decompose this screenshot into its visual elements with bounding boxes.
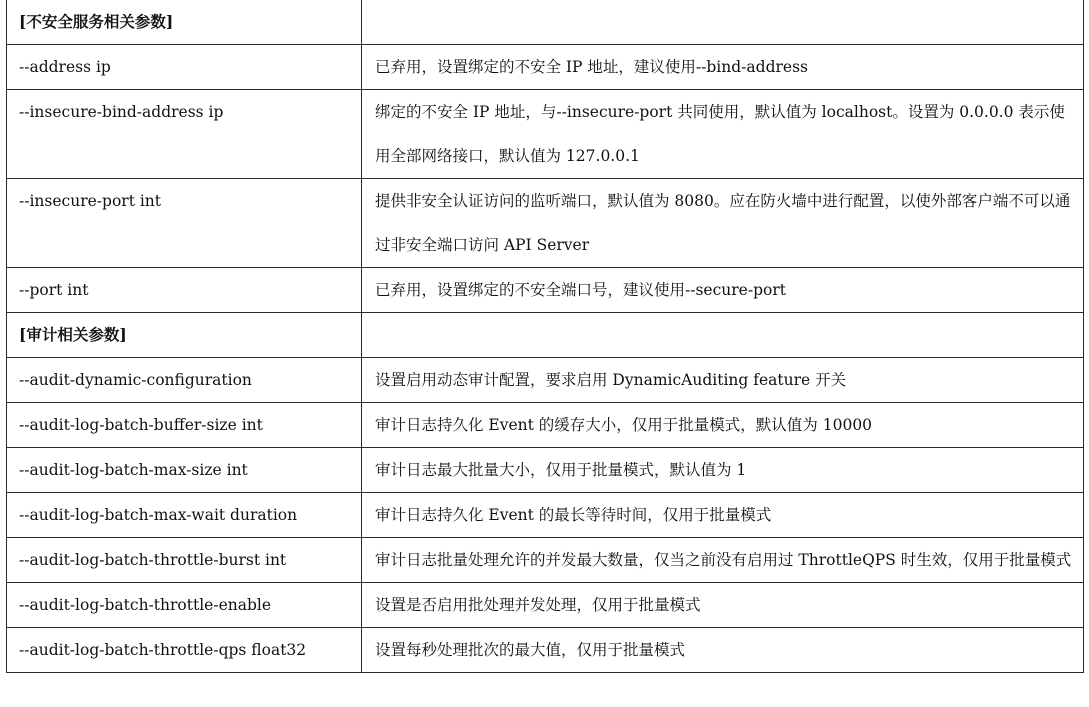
parameter-table <box>6 0 1084 673</box>
param-name: --audit-log-batch-buffer-size int <box>7 403 362 448</box>
param-name: --audit-log-batch-throttle-enable <box>7 583 362 628</box>
table-row <box>7 403 1084 448</box>
param-description: 提供非安全认证访问的监听端口，默认值为 8080。应在防火墙中进行配置，以使外部客户端不可以通过非安全端口访问 API Server <box>362 179 1084 268</box>
param-description: 审计日志批量处理允许的并发最大数量，仅当之前没有启用过 ThrottleQPS 时生效，仅用于批量模式 <box>362 538 1084 583</box>
section-title: [审计相关参数] <box>7 313 362 358</box>
param-description: 审计日志持久化 Event 的最长等待时间，仅用于批量模式 <box>362 493 1084 538</box>
param-description: 已弃用，设置绑定的不安全 IP 地址，建议使用--bind-address <box>362 45 1084 90</box>
section-title: [不安全服务相关参数] <box>7 0 362 45</box>
section-desc-cell <box>362 313 1084 358</box>
param-name: --audit-log-batch-max-size int <box>7 448 362 493</box>
param-name: --insecure-port int <box>7 179 362 268</box>
table-row <box>7 90 1084 179</box>
param-description: 设置是否启用批处理并发处理，仅用于批量模式 <box>362 583 1084 628</box>
table-row <box>7 358 1084 403</box>
table-row <box>7 538 1084 583</box>
table-row <box>7 493 1084 538</box>
param-name: --address ip <box>7 45 362 90</box>
param-name: --insecure-bind-address ip <box>7 90 362 179</box>
param-description: 审计日志持久化 Event 的缓存大小，仅用于批量模式，默认值为 10000 <box>362 403 1084 448</box>
param-name: --audit-log-batch-throttle-burst int <box>7 538 362 583</box>
table-row <box>7 628 1084 673</box>
table-row <box>7 268 1084 313</box>
param-description: 绑定的不安全 IP 地址，与--insecure-port 共同使用，默认值为 localhost。设置为 0.0.0.0 表示使用全部网络接口，默认值为 127.0.0.1 <box>362 90 1084 179</box>
table-section-row <box>7 0 1084 45</box>
param-name: --audit-dynamic-configuration <box>7 358 362 403</box>
section-desc-cell <box>362 0 1084 45</box>
param-description: 设置启用动态审计配置，要求启用 DynamicAuditing feature 开关 <box>362 358 1084 403</box>
param-name: --port int <box>7 268 362 313</box>
param-description: 审计日志最大批量大小，仅用于批量模式，默认值为 1 <box>362 448 1084 493</box>
table-row <box>7 448 1084 493</box>
param-description: 设置每秒处理批次的最大值，仅用于批量模式 <box>362 628 1084 673</box>
table-section-row <box>7 313 1084 358</box>
param-name: --audit-log-batch-max-wait duration <box>7 493 362 538</box>
table-row <box>7 45 1084 90</box>
table-row <box>7 179 1084 268</box>
param-description: 已弃用，设置绑定的不安全端口号，建议使用--secure-port <box>362 268 1084 313</box>
param-name: --audit-log-batch-throttle-qps float32 <box>7 628 362 673</box>
table-row <box>7 583 1084 628</box>
